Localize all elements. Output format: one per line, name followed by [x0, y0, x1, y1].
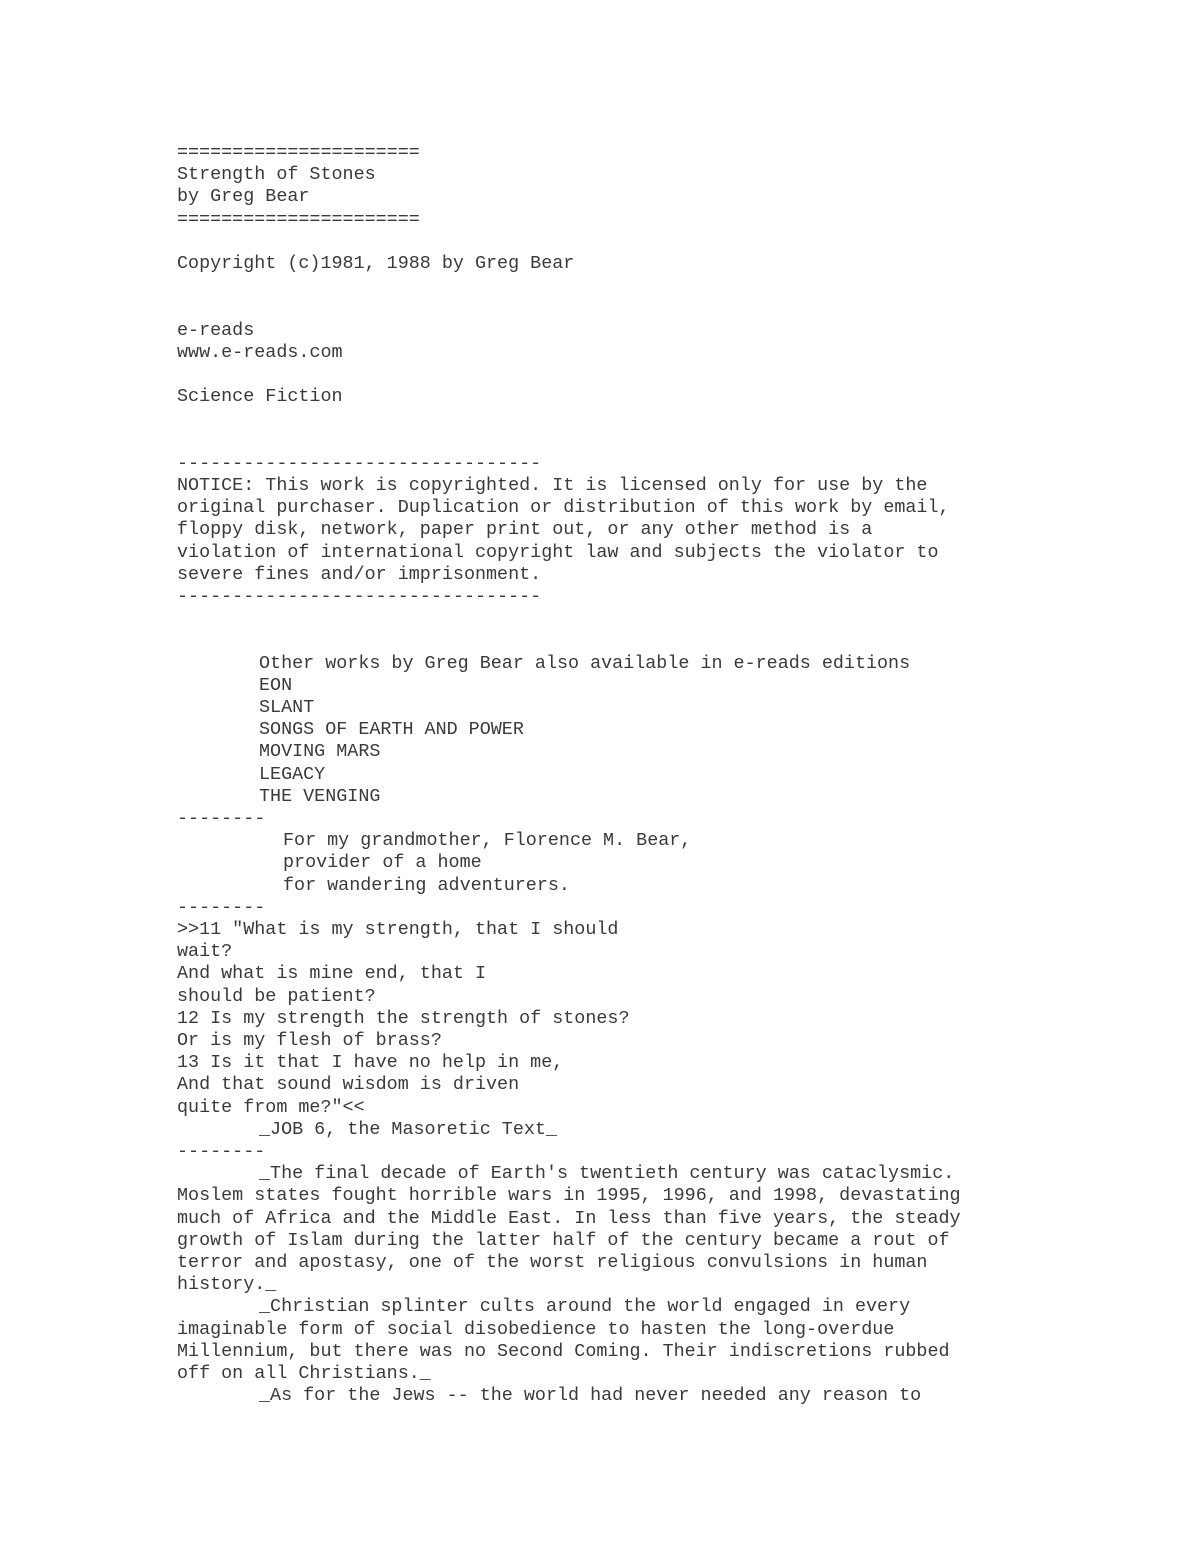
copyright-line: Copyright (c)1981, 1988 by Greg Bear: [177, 253, 575, 274]
body-paragraph-line: imaginable form of social disobedience to hasten the long-overdue: [177, 1318, 895, 1340]
other-work-title: SLANT: [259, 696, 315, 718]
notice-line: severe fines and/or imprisonment.: [177, 563, 542, 585]
publisher-name: e-reads: [177, 319, 255, 341]
body-paragraph-line: _As for the Jews -- the world had never needed any reason to: [259, 1385, 922, 1407]
notice-rule-top: ---------------------------------: [177, 452, 542, 474]
epigraph-source: _JOB 6, the Masoretic Text_: [259, 1118, 557, 1140]
epigraph-line: >>11 "What is my strength, that I should: [177, 918, 619, 940]
other-work-title: LEGACY: [259, 763, 326, 785]
dedication-line: For my grandmother, Florence M. Bear,: [283, 830, 692, 852]
body-paragraph-line: Moslem states fought horrible wars in 1995, 1996, and 1998, devastating: [177, 1185, 961, 1207]
other-work-title: THE VENGING: [259, 785, 381, 807]
body-paragraph-line: Millennium, but there was no Second Coming. Their indiscretions rubbed: [177, 1340, 950, 1362]
epigraph-line: wait?: [177, 941, 233, 963]
body-paragraph-line: off on all Christians._: [177, 1363, 431, 1385]
epigraph-line: And what is mine end, that I: [177, 963, 487, 985]
body-paragraph-line: growth of Islam during the latter half of the century became a rout of: [177, 1229, 950, 1251]
other-work-title: MOVING MARS: [259, 741, 381, 763]
notice-rule-bottom: ---------------------------------: [177, 585, 542, 607]
notice-line: violation of international copyright law and subjects the violator to: [177, 541, 939, 563]
epigraph-line: quite from me?"<<: [177, 1096, 365, 1118]
body-paragraph-line: much of Africa and the Middle East. In less than five years, the steady: [177, 1207, 961, 1229]
epigraph-line: 12 Is my strength the strength of stones?: [177, 1007, 630, 1029]
body-paragraph-line: _The final decade of Earth's twentieth century was cataclysmic.: [259, 1163, 955, 1185]
section-separator: --------: [177, 807, 266, 829]
epigraph-line: should be patient?: [177, 985, 376, 1007]
document-page: [177, 142, 1177, 1407]
notice-line: floppy disk, network, paper print out, or any other method is a: [177, 519, 873, 541]
epigraph-line: 13 Is it that I have no help in me,: [177, 1052, 564, 1074]
body-paragraph-line: history._: [177, 1274, 277, 1296]
publisher-url: www.e-reads.com: [177, 341, 343, 363]
other-work-title: SONGS OF EARTH AND POWER: [259, 719, 524, 741]
other-works-heading: Other works by Greg Bear also available in e-reads editions: [259, 652, 911, 674]
body-paragraph-line: terror and apostasy, one of the worst religious convulsions in human: [177, 1252, 928, 1274]
other-work-title: EON: [259, 674, 293, 696]
header-rule-bottom: ======================: [177, 208, 420, 230]
dedication-line: for wandering adventurers.: [283, 874, 570, 896]
epigraph-line: Or is my flesh of brass?: [177, 1030, 442, 1051]
dedication-line: provider of a home: [283, 852, 482, 874]
body-paragraph-line: _Christian splinter cults around the world engaged in every: [259, 1296, 911, 1318]
notice-line: NOTICE: This work is copyrighted. It is licensed only for use by the: [177, 474, 928, 496]
genre-line: Science Fiction: [177, 386, 343, 408]
notice-line: original purchaser. Duplication or distribution of this work by email,: [177, 497, 950, 519]
epigraph-line: And that sound wisdom is driven: [177, 1074, 520, 1096]
book-title: Strength of Stones: [177, 164, 376, 186]
section-separator: --------: [177, 1141, 266, 1163]
section-separator: --------: [177, 896, 266, 918]
book-author: by Greg Bear: [177, 186, 310, 208]
header-rule-top: ======================: [177, 142, 420, 163]
